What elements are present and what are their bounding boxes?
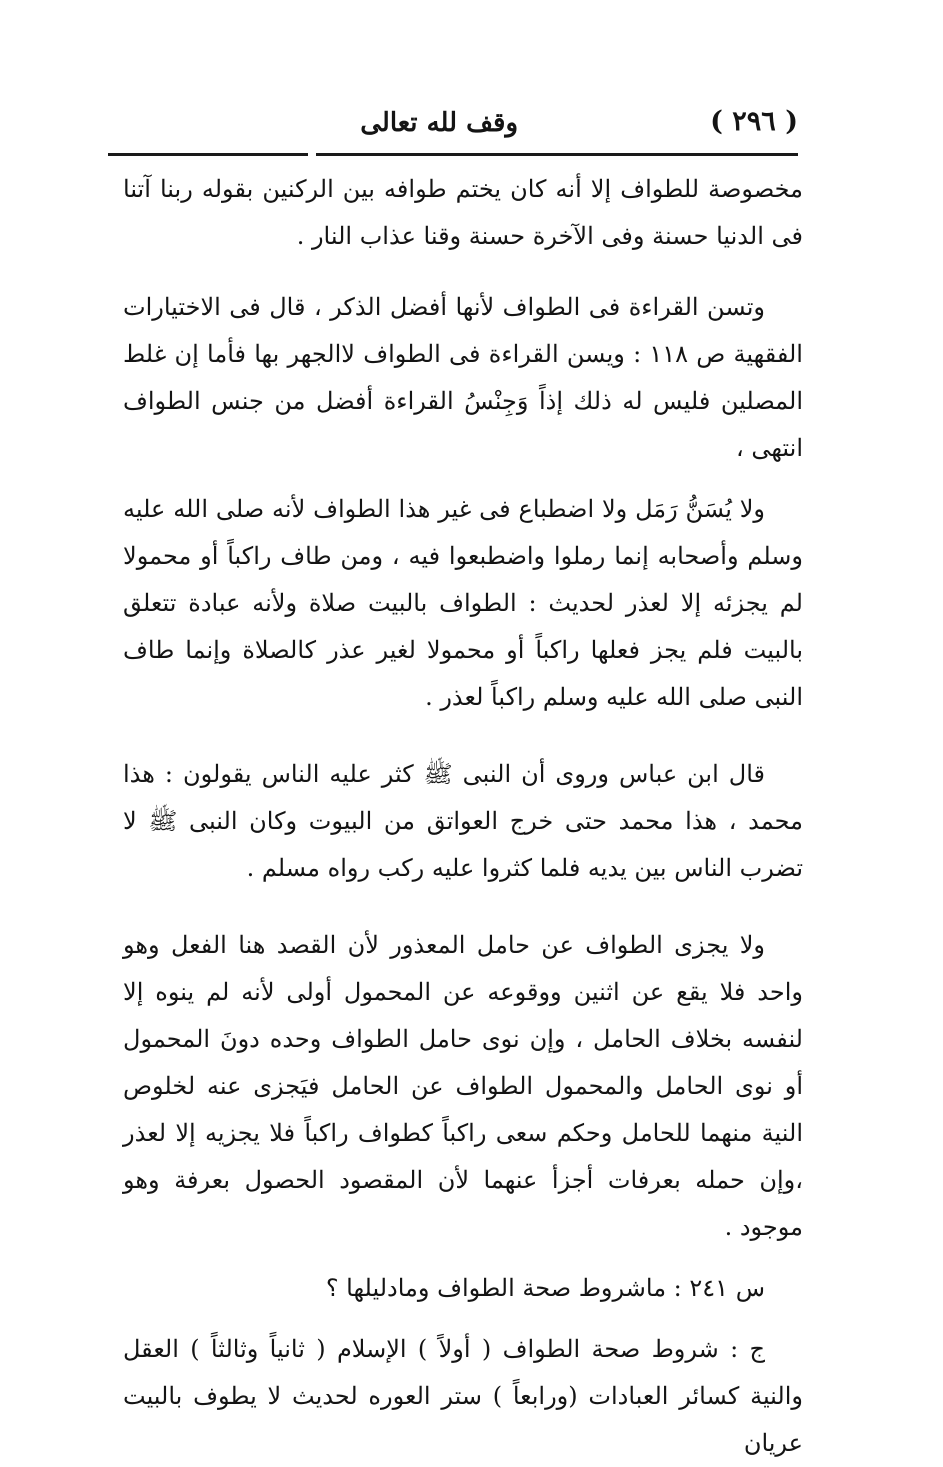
paragraph-5: ولا يجزى الطواف عن حامل المعذور لأن القصد هنا الفعل وهو واحد فلا يقع عن اثنين ووقوعه عن المحمول أولى لأنه لم ينوه إلا لنفسه بخلاف الحامل ، وإن نوى حامل الطواف وحده دونَ المحمول أو نوى الحامل والمحمول الطواف عن الحامل فيَجزى عنه لخلوص النية منهما للحامل وحكم سعى راكباً كطواف راكباً فلا يجزيه إلا لعذر ،وإن حمله بعرفات أجزأ عنهما لأن المقصود الحصول بعرفة وهو موجود .	[123, 931, 803, 1241]
paragraph-1: مخصوصة للطواف إلا أنه كان يختم طوافه بين الركنين بقوله ربنا آتنا فى الدنيا حسنة وفى الآخرة حسنة وقنا عذاب النار .	[123, 175, 803, 250]
paragraph-3: ولا يُسَنُّ رَمَل ولا اضطباع فى غير هذا الطواف لأنه صلى الله عليه وسلم وأصحابه إنما رملوا واضطبعوا فيه ، ومن طاف راكباً أو محمولا لم يجزئه إلا لعذر لحديث : الطواف بالبيت صلاة ولأنه عبادة تتعلق بالبيت فلم يجز فعلها راكباً أو محمولا لغير عذر كالصلاة وإنما طاف النبى صلى الله عليه وسلم راكباً لعذر .	[123, 495, 803, 711]
paragraph-4: قال ابن عباس وروى أن النبى ﷺ كثر عليه الناس يقولون : هذا محمد ، هذا محمد حتى خرج العواتق من البيوت وكان النبى ﷺ لا تضرب الناس بين يديه فلما كثروا عليه ركب رواه مسلم .	[123, 760, 803, 882]
header-rule	[108, 153, 798, 156]
page-number: ( ٢٩٦ )	[710, 106, 798, 137]
body-text	[123, 166, 803, 1467]
answer-paragraph: ج : شروط صحة الطواف ( أولاً ) الإسلام ( ثانياً وثالثاً ) العقل والنية كسائر العبادات (ورابعاً ) ستر العوره لحديث لا يطوف بالبيت عريان	[123, 1335, 803, 1457]
header-rule-break	[308, 150, 316, 159]
paragraph-2: وتسن القراءة فى الطواف لأنها أفضل الذكر ، قال فى الاختيارات الفقهية ص ١١٨ : ويسن القراءة فى الطواف لاالجهر بها فأما إن غلط المصلين فليس له ذلك إذاً وَجِنْسُ القراءة أفضل من جنس الطواف انتهى ،	[123, 293, 803, 462]
running-title: وقف لله تعالى	[360, 108, 518, 138]
page-header	[108, 100, 798, 148]
question-heading: س ٢٤١ : ماشروط صحة الطواف ومادليلها ؟	[325, 1274, 765, 1302]
